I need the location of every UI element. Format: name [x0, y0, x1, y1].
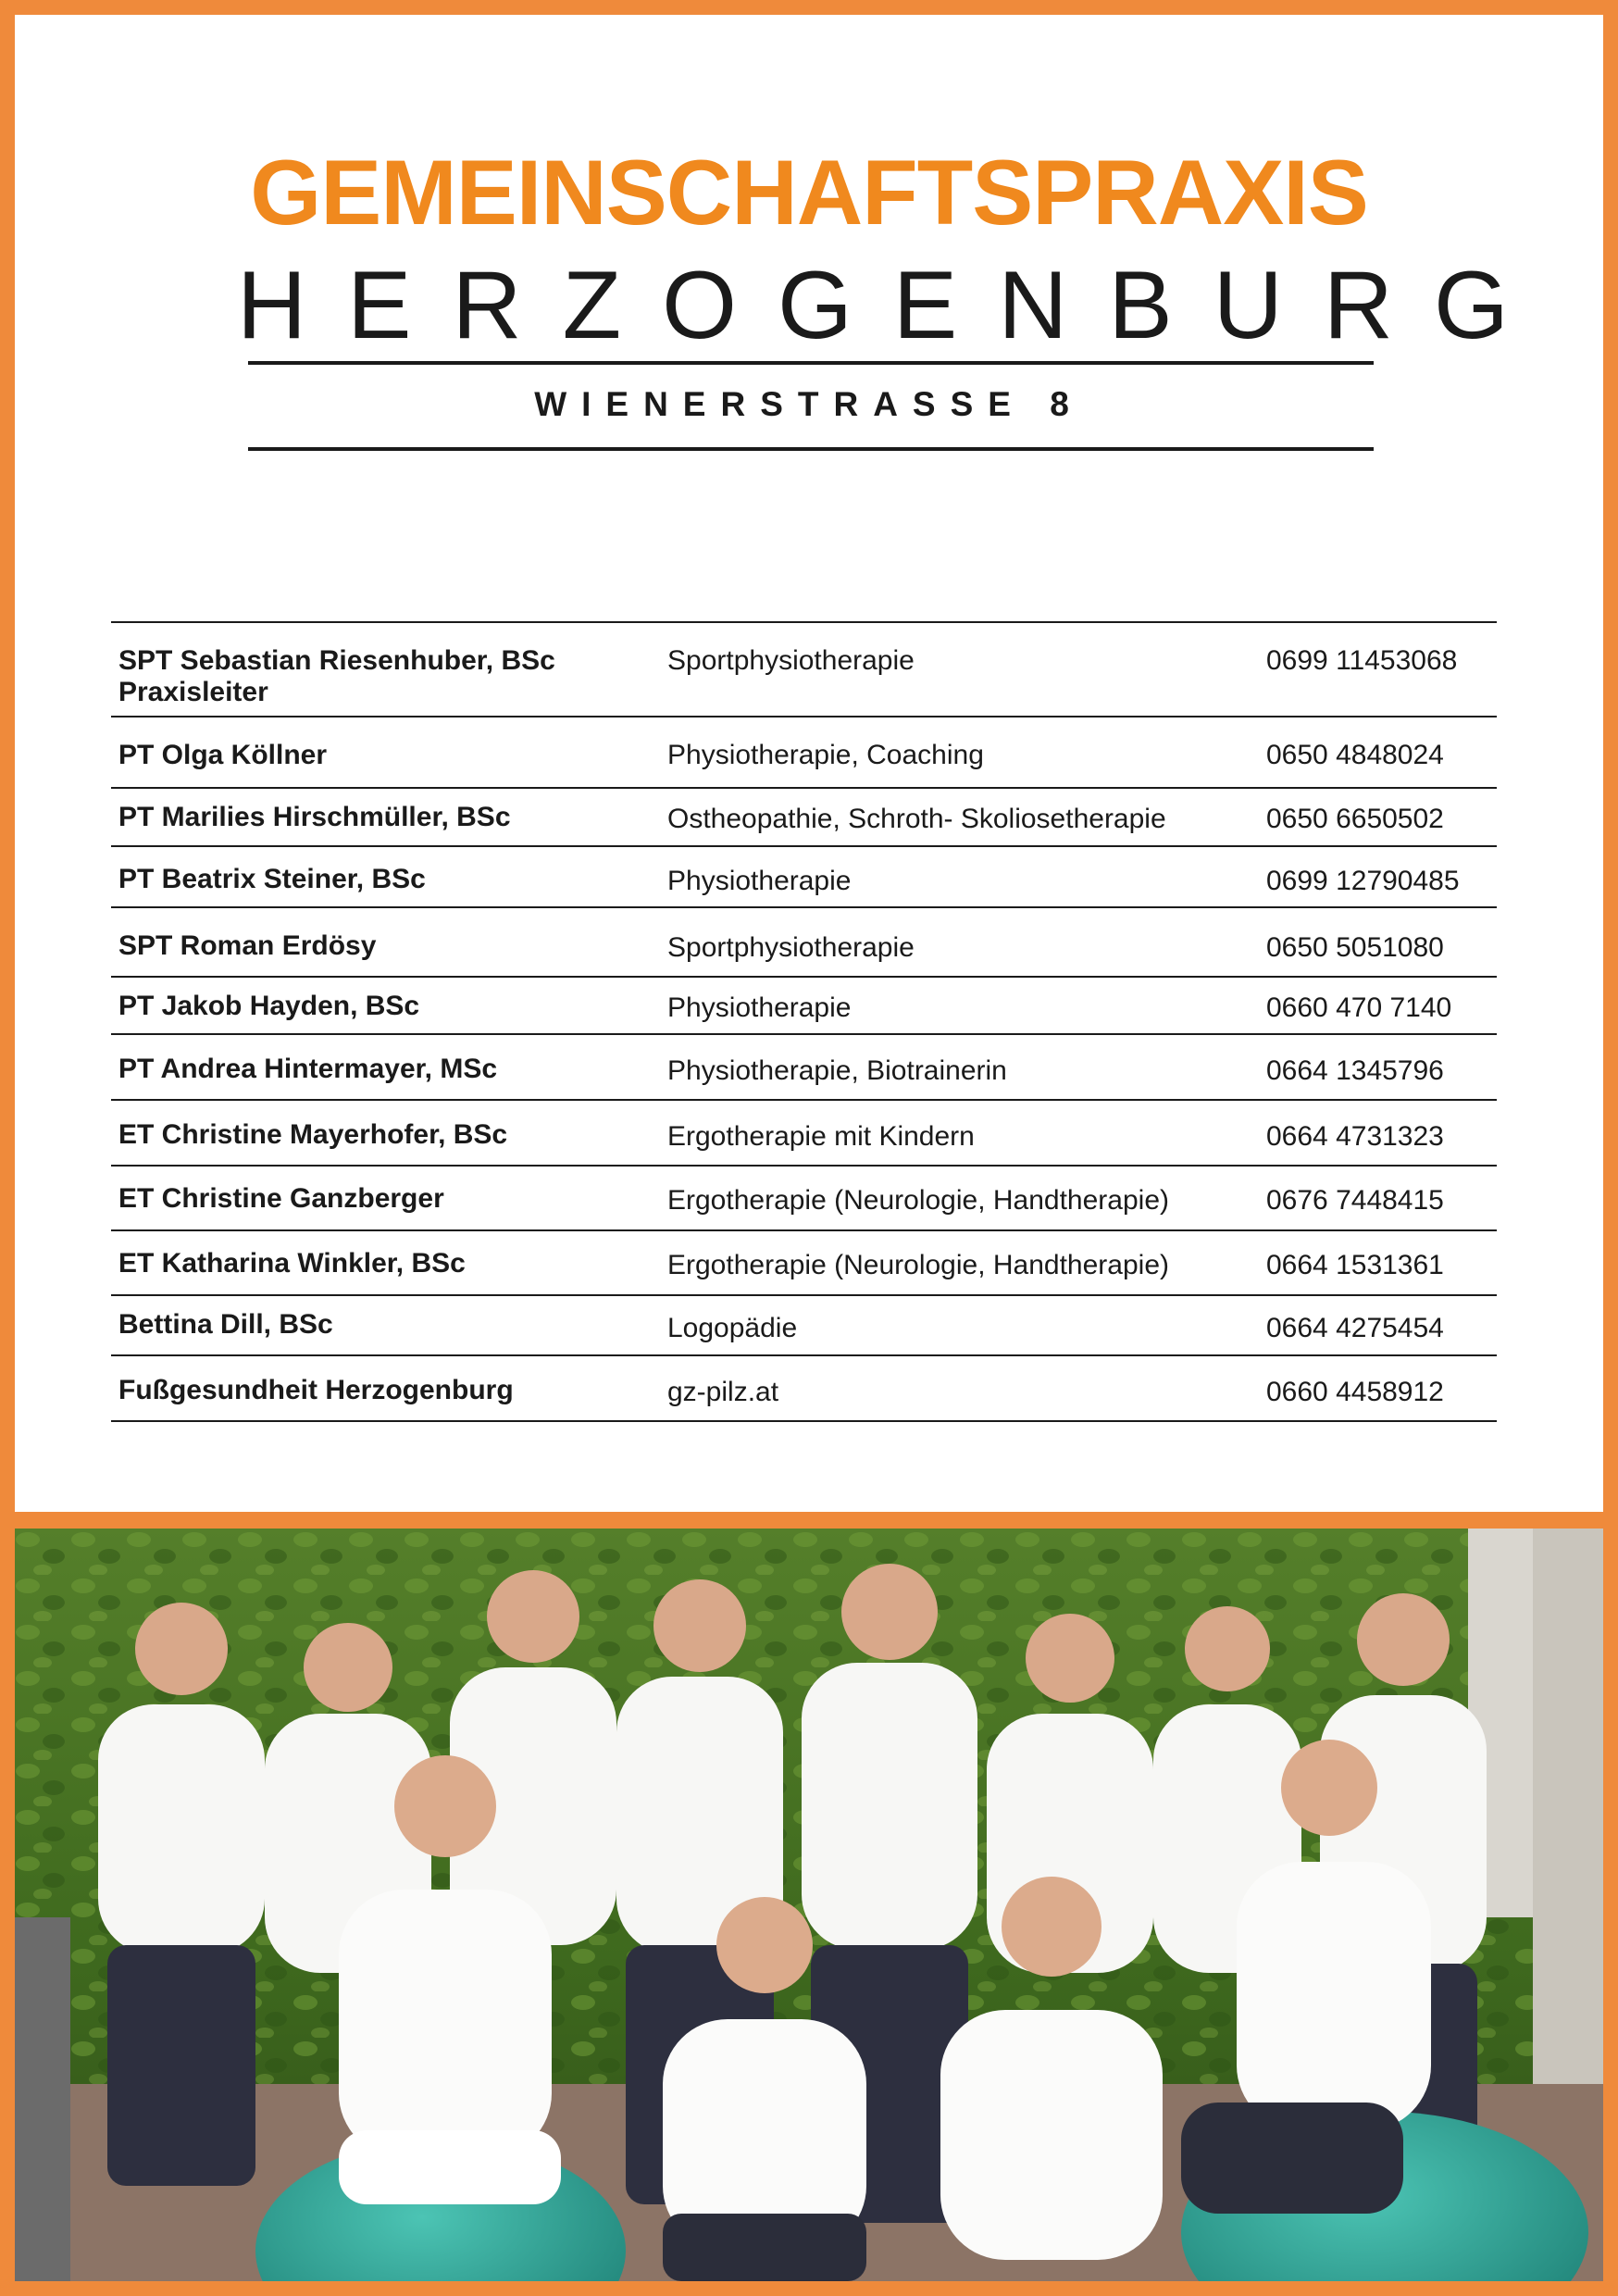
- table-row: [111, 978, 1497, 1035]
- staff-phone[interactable]: 0699 11453068: [1266, 645, 1458, 676]
- table-row: [111, 908, 1497, 978]
- practice-city: HERZOGENBURG: [237, 252, 1550, 359]
- staff-table: [111, 621, 1497, 1422]
- divider-bottom: [248, 447, 1374, 451]
- staff-specialty: Sportphysiotherapie: [667, 932, 915, 963]
- staff-phone[interactable]: 0664 4731323: [1266, 1121, 1444, 1152]
- table-row: [111, 1035, 1497, 1101]
- table-row: [111, 847, 1497, 908]
- staff-phone[interactable]: 0664 4275454: [1266, 1313, 1444, 1343]
- staff-name: ET Katharina Winkler, BSc: [118, 1248, 466, 1279]
- staff-name: PT Andrea Hintermayer, MSc: [118, 1054, 498, 1084]
- staff-phone[interactable]: 0676 7448415: [1266, 1185, 1444, 1216]
- staff-phone[interactable]: 0664 1531361: [1266, 1250, 1444, 1280]
- staff-specialty: Sportphysiotherapie: [667, 645, 915, 676]
- staff-name-text: SPT Sebastian Riesenhuber, BSc: [118, 645, 555, 676]
- staff-name: PT Jakob Hayden, BSc: [118, 991, 420, 1021]
- team-photo-illustration: [15, 1529, 1603, 2281]
- staff-name: PT Marilies Hirschmüller, BSc: [118, 802, 511, 832]
- divider-top: [248, 361, 1374, 365]
- staff-phone[interactable]: 0650 4848024: [1266, 740, 1444, 770]
- table-row: [111, 718, 1497, 789]
- staff-name: PT Olga Köllner: [118, 740, 328, 770]
- staff-specialty: Physiotherapie: [667, 866, 852, 896]
- staff-specialty: Ergotherapie (Neurologie, Handtherapie): [667, 1250, 1169, 1280]
- staff-specialty: Physiotherapie: [667, 992, 852, 1023]
- staff-specialty: Ostheopathie, Schroth- Skoliosetherapie: [667, 804, 1166, 834]
- staff-name: ET Christine Mayerhofer, BSc: [118, 1119, 508, 1150]
- staff-name: ET Christine Ganzberger: [118, 1183, 444, 1214]
- table-row: [111, 1101, 1497, 1167]
- orange-band: [15, 1512, 1603, 1529]
- staff-specialty: Physiotherapie, Coaching: [667, 740, 984, 770]
- staff-phone[interactable]: 0660 4458912: [1266, 1377, 1444, 1407]
- staff-phone[interactable]: 0699 12790485: [1266, 866, 1460, 896]
- staff-phone[interactable]: 0650 5051080: [1266, 932, 1444, 963]
- staff-phone[interactable]: 0650 6650502: [1266, 804, 1444, 834]
- team-photo: [15, 1529, 1603, 2281]
- table-row: [111, 1356, 1497, 1422]
- staff-name: [118, 645, 555, 708]
- staff-phone[interactable]: 0664 1345796: [1266, 1055, 1444, 1086]
- staff-specialty: Physiotherapie, Biotrainerin: [667, 1055, 1007, 1086]
- table-row: [111, 623, 1497, 718]
- staff-name: Fußgesundheit Herzogenburg: [118, 1375, 514, 1405]
- staff-specialty: Ergotherapie (Neurologie, Handtherapie): [667, 1185, 1169, 1216]
- staff-specialty: Logopädie: [667, 1313, 798, 1343]
- staff-specialty: Ergotherapie mit Kindern: [667, 1121, 975, 1152]
- practice-title: GEMEINSCHAFTSPRAXIS: [250, 141, 1368, 243]
- practice-address: WIENERSTRASSE 8: [534, 385, 1084, 423]
- table-row: [111, 1167, 1497, 1231]
- staff-phone[interactable]: 0660 470 7140: [1266, 992, 1452, 1023]
- staff-role: Praxisleiter: [118, 677, 268, 707]
- table-row: [111, 1231, 1497, 1296]
- staff-specialty[interactable]: gz-pilz.at: [667, 1377, 779, 1407]
- table-row: [111, 789, 1497, 847]
- staff-name: SPT Roman Erdösy: [118, 930, 377, 961]
- table-row: [111, 1296, 1497, 1356]
- staff-name: Bettina Dill, BSc: [118, 1309, 333, 1340]
- staff-name: PT Beatrix Steiner, BSc: [118, 864, 426, 894]
